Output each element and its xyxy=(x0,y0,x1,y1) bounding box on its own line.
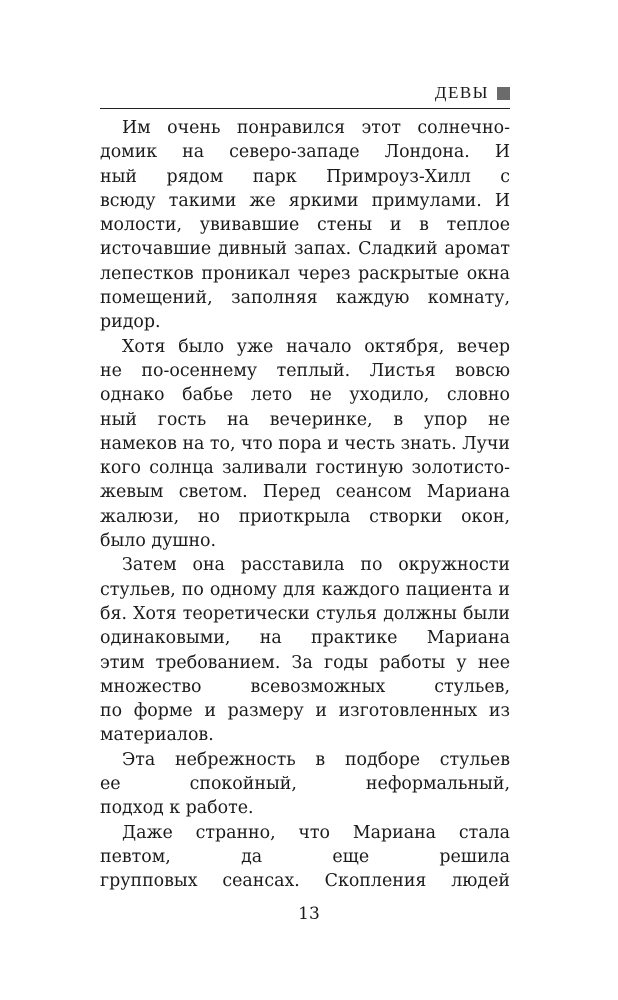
paragraph-2 xyxy=(100,335,510,554)
text-line: было душно. xyxy=(100,531,217,552)
text-line: кого солнца заливали гостиную золотисто- xyxy=(100,458,510,479)
body-text xyxy=(100,116,510,894)
text-line: Эта небрежность в подборе стульев xyxy=(122,749,510,770)
square-icon xyxy=(497,87,510,100)
text-line: одинаковыми, на практике Мариана xyxy=(100,628,510,649)
text-line: источавшие дивный запах. Сладкий аромат xyxy=(100,239,510,260)
text-line: молости, увивавшие стены и в теплое xyxy=(100,215,510,236)
text-line: домик на северо-западе Лондона. И xyxy=(100,142,510,163)
text-line: ный рядом парк Примроуз-Хилл с xyxy=(100,166,510,187)
text-line: Затем она расставила по окружности xyxy=(122,555,510,576)
text-line: ридор. xyxy=(100,312,161,333)
text-line: ее спокойный, неформальный, xyxy=(100,774,510,795)
text-line: Даже странно, что Мариана стала xyxy=(122,822,510,843)
text-line: не по-осеннему теплый. Листья вовсю xyxy=(100,360,510,381)
text-line: групповых сеансах. Скопления людей xyxy=(100,871,510,892)
text-line: Им очень понравился этот солнечно- xyxy=(122,118,510,138)
text-line: стульев, по одному для каждого пациента и xyxy=(100,579,510,600)
text-line: бя. Хотя теоретически стулья должны были xyxy=(100,603,510,624)
text-line: по форме и размеру и изготовленных из xyxy=(100,701,510,722)
text-line: лепестков проникал через раскрытые окна xyxy=(100,263,510,284)
text-line: всюду такими же яркими примулами. И xyxy=(100,190,510,211)
text-line: ный гость на вечеринке, в упор не xyxy=(100,409,510,430)
text-line: жалюзи, но приоткрыла створки окон, xyxy=(100,506,510,527)
paragraph-4 xyxy=(100,748,510,821)
text-line: материалов. xyxy=(100,725,214,746)
text-line: певтом, да еще решила xyxy=(100,846,510,867)
text-line: этим требованием. За годы работы у нее xyxy=(100,652,510,673)
text-line: намеков на то, что пора и честь знать. Лучи xyxy=(100,433,510,454)
text-line: помещений, заполняя каждую комнату, xyxy=(100,288,510,309)
text-line: однако бабье лето не уходило, словно xyxy=(100,385,510,406)
header-rule xyxy=(100,108,510,109)
text-line: жевым светом. Перед сеансом Мариана xyxy=(100,482,510,503)
running-header xyxy=(100,82,510,104)
chapter-title: ДЕВЫ xyxy=(434,83,489,102)
text-line: подход к работе. xyxy=(100,798,254,819)
paragraph-5 xyxy=(100,821,510,894)
text-line: множество всевозможных стульев, xyxy=(100,676,510,697)
text-line: Хотя было уже начало октября, вечер xyxy=(122,336,510,357)
paragraph-3 xyxy=(100,553,510,747)
page-number: 13 xyxy=(298,904,320,924)
paragraph-1 xyxy=(100,116,510,335)
